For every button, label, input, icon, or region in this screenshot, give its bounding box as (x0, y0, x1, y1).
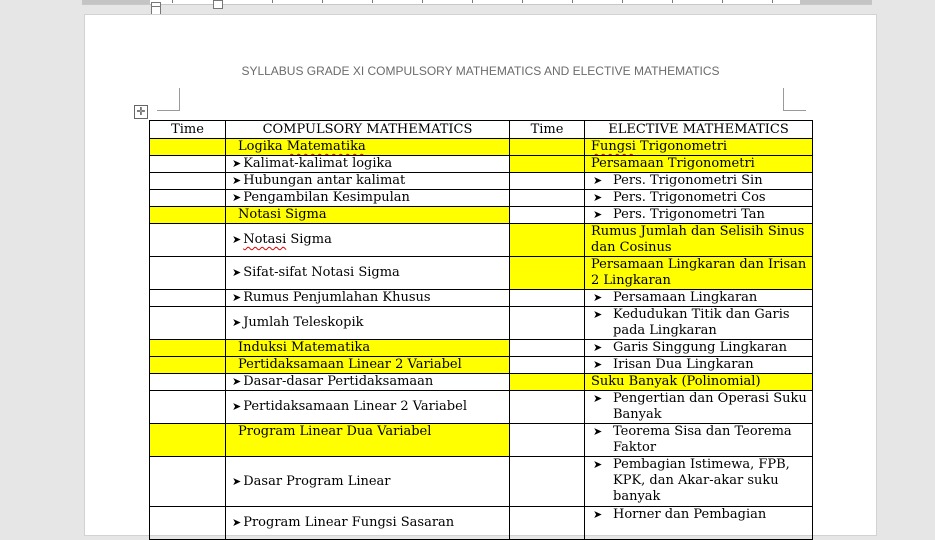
header-time-elective: Time (510, 121, 585, 139)
time-cell-compulsory[interactable] (150, 507, 226, 540)
ruler-margin-left (82, 0, 150, 4)
compulsory-subtopic: Dasar-dasar Pertidaksamaan (243, 374, 434, 389)
horizontal-ruler[interactable] (82, 0, 872, 5)
table-header-row (150, 121, 813, 139)
elective-cell[interactable] (585, 190, 813, 207)
compulsory-subtopic: Notasi Sigma (243, 232, 332, 247)
time-cell-compulsory[interactable] (150, 424, 226, 457)
arrow-bullet-icon: ➤ (593, 191, 603, 204)
compulsory-cell[interactable] (226, 507, 510, 540)
arrow-bullet-icon: ➤ (593, 208, 603, 221)
arrow-bullet-icon: ➤ (593, 458, 603, 471)
ruler-tick (472, 0, 473, 3)
arrow-bullet-icon: ➤ (232, 174, 242, 187)
arrow-bullet-icon: ➤ (232, 474, 242, 488)
elective-cell[interactable] (585, 139, 813, 156)
time-cell-elective[interactable] (510, 173, 585, 190)
arrow-bullet-icon: ➤ (232, 233, 242, 246)
elective-cell[interactable] (585, 173, 813, 190)
table-move-handle-icon[interactable]: ✛ (134, 105, 148, 119)
ruler-tick (422, 0, 423, 3)
time-cell-elective[interactable] (510, 507, 585, 540)
ruler-tick (572, 0, 573, 3)
table-row (150, 139, 813, 156)
time-cell-elective[interactable] (510, 374, 585, 391)
compulsory-cell[interactable] (226, 173, 510, 190)
arrow-bullet-icon: ➤ (232, 516, 242, 529)
time-cell-compulsory[interactable] (150, 207, 226, 224)
elective-subtopic: Pers. Trigonometri Cos (613, 190, 766, 205)
document-header-title: SYLLABUS GRADE XI COMPULSORY MATHEMATICS AND ELECTIVE MATHEMATICS (241, 64, 720, 78)
compulsory-subtopic: Rumus Penjumlahan Khusus (243, 290, 431, 305)
header-compulsory-mathematics: COMPULSORY MATHEMATICS (226, 121, 510, 139)
arrow-bullet-icon: ➤ (593, 174, 603, 187)
time-cell-elective[interactable] (510, 391, 585, 424)
compulsory-subtopic: Sifat-sifat Notasi Sigma (243, 265, 400, 280)
ruler-tick (622, 0, 623, 3)
compulsory-cell[interactable] (226, 190, 510, 207)
time-cell-compulsory[interactable] (150, 224, 226, 257)
crop-mark-right (783, 88, 806, 111)
time-cell-elective[interactable] (510, 290, 585, 307)
elective-cell[interactable] (585, 224, 813, 257)
ruler-tick (372, 0, 373, 3)
compulsory-subtopic: Hubungan antar kalimat (243, 173, 406, 188)
arrow-bullet-icon: ➤ (232, 291, 242, 304)
compulsory-topic: Logika Matematika (238, 139, 366, 154)
compulsory-topic: Pertidaksamaan Linear 2 Variabel (238, 357, 462, 372)
ruler-tick (722, 0, 723, 3)
arrow-bullet-icon: ➤ (593, 508, 603, 521)
elective-subtopic: Pers. Trigonometri Sin (613, 173, 763, 188)
time-cell-compulsory[interactable] (150, 340, 226, 357)
table-row (150, 507, 813, 540)
elective-cell[interactable] (585, 257, 813, 290)
time-cell-compulsory[interactable] (150, 374, 226, 391)
compulsory-cell[interactable] (226, 424, 510, 457)
crop-mark-left (157, 88, 180, 111)
ruler-tick (172, 0, 173, 3)
time-cell-elective[interactable] (510, 139, 585, 156)
table-row (150, 457, 813, 507)
compulsory-subtopic: Dasar Program Linear (243, 473, 391, 489)
elective-topic: Persamaan Trigonometri (591, 156, 755, 171)
elective-topic: Rumus Jumlah dan Selisih Sinus dan Cosinus (591, 224, 805, 255)
arrow-bullet-icon: ➤ (232, 266, 242, 279)
elective-cell[interactable] (585, 340, 813, 357)
elective-cell[interactable] (585, 156, 813, 173)
elective-topic: Fungsi Trigonometri (591, 139, 728, 154)
syllabus-table[interactable] (149, 120, 813, 540)
time-cell-compulsory[interactable] (150, 190, 226, 207)
compulsory-cell[interactable] (226, 257, 510, 290)
time-cell-compulsory[interactable] (150, 357, 226, 374)
elective-cell[interactable] (585, 207, 813, 224)
time-cell-elective[interactable] (510, 424, 585, 457)
ruler-tick (772, 0, 773, 3)
time-cell-compulsory[interactable] (150, 457, 226, 507)
compulsory-topic: Notasi Sigma (238, 207, 327, 222)
compulsory-cell[interactable] (226, 391, 510, 424)
table-row (150, 190, 813, 207)
time-cell-compulsory[interactable] (150, 173, 226, 190)
time-cell-elective[interactable] (510, 207, 585, 224)
table-row (150, 224, 813, 257)
time-cell-compulsory[interactable] (150, 257, 226, 290)
table-row (150, 357, 813, 374)
elective-subtopic: Kedudukan Titik dan Garis pada Lingkaran (613, 307, 790, 338)
time-cell-compulsory[interactable] (150, 290, 226, 307)
time-cell-elective[interactable] (510, 156, 585, 173)
time-cell-compulsory[interactable] (150, 391, 226, 424)
elective-subtopic: Horner dan Pembagian (613, 507, 767, 522)
table-row (150, 307, 813, 340)
arrow-bullet-icon: ➤ (593, 308, 603, 321)
compulsory-cell[interactable] (226, 307, 510, 340)
time-cell-elective[interactable] (510, 340, 585, 357)
compulsory-cell[interactable] (226, 340, 510, 357)
elective-cell[interactable] (585, 507, 813, 540)
compulsory-topic: Program Linear Dua Variabel (238, 424, 432, 439)
arrow-bullet-icon: ➤ (593, 358, 603, 371)
elective-subtopic: Pers. Trigonometri Tan (613, 207, 765, 222)
ruler-tick (272, 0, 273, 3)
time-cell-elective[interactable] (510, 307, 585, 340)
elective-subtopic: Irisan Dua Lingkaran (613, 357, 754, 372)
ruler-tick (672, 0, 673, 3)
compulsory-subtopic: Kalimat-kalimat logika (243, 156, 393, 171)
elective-subtopic: Teorema Sisa dan Teorema Faktor (613, 424, 792, 455)
elective-cell[interactable] (585, 374, 813, 391)
elective-topic: Suku Banyak (Polinomial) (591, 374, 761, 389)
hanging-indent-marker[interactable] (213, 0, 223, 9)
compulsory-cell[interactable] (226, 224, 510, 257)
compulsory-subtopic: Jumlah Teleskopik (243, 315, 364, 330)
time-cell-elective[interactable] (510, 457, 585, 507)
compulsory-subtopic: Pengambilan Kesimpulan (243, 190, 410, 205)
elective-cell[interactable] (585, 457, 813, 507)
arrow-bullet-icon: ➤ (232, 157, 242, 170)
compulsory-cell[interactable] (226, 156, 510, 173)
elective-subtopic: Garis Singgung Lingkaran (613, 340, 788, 355)
table-row (150, 340, 813, 357)
elective-subtopic: Pembagian Istimewa, FPB, KPK, dan Akar-akar suku banyak (613, 457, 790, 504)
time-cell-compulsory[interactable] (150, 156, 226, 173)
table-row (150, 257, 813, 290)
table-row (150, 207, 813, 224)
table-row (150, 424, 813, 457)
elective-cell[interactable] (585, 357, 813, 374)
arrow-bullet-icon: ➤ (232, 400, 242, 413)
time-cell-elective[interactable] (510, 224, 585, 257)
ruler-tick (322, 0, 323, 3)
ruler-tick (522, 0, 523, 3)
compulsory-cell[interactable] (226, 457, 510, 507)
elective-cell[interactable] (585, 391, 813, 424)
arrow-bullet-icon: ➤ (232, 375, 242, 388)
compulsory-topic: Induksi Matematika (238, 340, 371, 355)
elective-cell[interactable] (585, 290, 813, 307)
compulsory-cell[interactable] (226, 374, 510, 391)
arrow-bullet-icon: ➤ (593, 291, 603, 304)
elective-topic: Persamaan Lingkaran dan Irisan 2 Lingkaran (591, 257, 807, 288)
header-time-compulsory: Time (150, 121, 226, 139)
elective-cell[interactable] (585, 424, 813, 457)
arrow-bullet-icon: ➤ (593, 392, 603, 405)
table-row (150, 173, 813, 190)
table-row (150, 156, 813, 173)
compulsory-cell[interactable] (226, 357, 510, 374)
document-page[interactable] (84, 14, 877, 536)
compulsory-cell[interactable] (226, 139, 510, 156)
arrow-bullet-icon: ➤ (593, 425, 603, 438)
table-row (150, 391, 813, 424)
compulsory-cell[interactable] (226, 290, 510, 307)
table-row (150, 290, 813, 307)
header-elective-mathematics: ELECTIVE MATHEMATICS (585, 121, 813, 139)
arrow-bullet-icon: ➤ (232, 191, 242, 204)
elective-subtopic: Persamaan Lingkaran (613, 290, 758, 305)
time-cell-elective[interactable] (510, 357, 585, 374)
arrow-bullet-icon: ➤ (232, 316, 242, 329)
compulsory-subtopic: Program Linear Fungsi Sasaran (243, 515, 455, 530)
time-cell-elective[interactable] (510, 190, 585, 207)
time-cell-compulsory[interactable] (150, 307, 226, 340)
table-row (150, 374, 813, 391)
elective-subtopic: Pengertian dan Operasi Suku Banyak (613, 391, 807, 422)
compulsory-cell[interactable] (226, 207, 510, 224)
time-cell-compulsory[interactable] (150, 139, 226, 156)
ruler-margin-right (800, 0, 872, 4)
arrow-bullet-icon: ➤ (593, 341, 603, 354)
compulsory-subtopic: Pertidaksamaan Linear 2 Variabel (243, 399, 467, 414)
elective-cell[interactable] (585, 307, 813, 340)
time-cell-elective[interactable] (510, 257, 585, 290)
